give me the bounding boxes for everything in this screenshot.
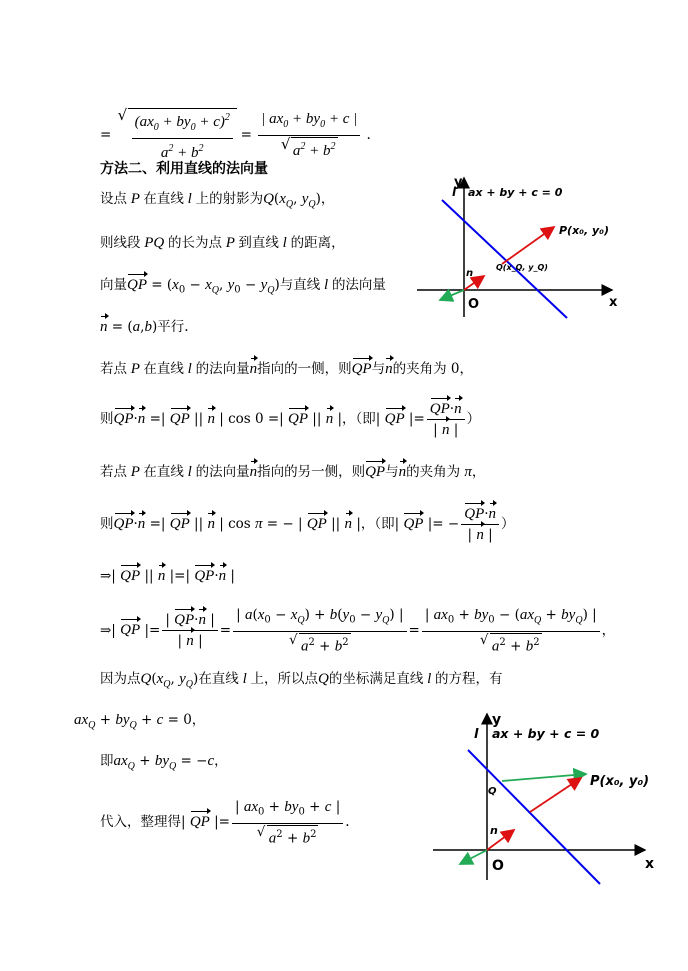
point-q-label: Q [488,786,497,797]
red-vector [530,778,581,812]
formula-final: 代入，整理得| QP |= | $ax_0 + by_0 + c$ | √ $a^2 + b^2$ . [100,798,350,847]
line-l [468,750,600,884]
formula-rearranged: 即$ax_Q + by_Q = -c$， [100,753,228,772]
formula-same-side: 则QP·n =| QP || n | cos 0 =| QP || n |，（即| QP |= $\frac{QP\cdot n}{| n |}$ ） [100,401,481,438]
equals-sign: = [240,126,252,143]
line-equation: ax + by + c = 0 [468,186,563,199]
point-p-label: P(x₀, y₀) [559,224,610,237]
line-label-l: l [452,185,457,199]
normal-label: n [466,268,474,279]
distance-fraction: | $ax_0 + by_0 + c$ | √ $a^2 + b^2$ [258,110,360,160]
line-equation: ax + by + c = 0 [492,726,600,741]
figure-normal-vector-2 [430,708,675,888]
origin-label: O [492,858,504,874]
origin-label: O [468,297,480,312]
x-axis-label: x [645,856,655,872]
paragraph-segment-length: 则线段 PQ 的长为点 P 到直线 l 的距离， [100,235,345,251]
vector-qp [502,227,554,264]
paragraph-other-side: 若点 P 在直线 l 的法向量n指向的另一侧，则QP与n的夹角为 π， [100,464,486,480]
line-l [442,200,567,318]
method-heading: 方法二、利用直线的法向量 [100,161,268,177]
normal-label: n [490,824,498,837]
formula-q-equation: $ax_Q + by_Q + c = 0$， [74,712,206,731]
x-axis-label: x [609,295,618,310]
figure-normal-vector-1 [412,172,632,322]
paragraph-q-on-line: 因为点$Q(x_Q$, $y_Q$)在直线 l 上，所以点Q的坐标满足直线 l 的方程，有 [100,671,503,690]
paragraph-same-side: 若点 P 在直线 l 的法向量n指向的一侧，则QP与n的夹角为 0， [100,361,473,377]
sqrt-expression: √ $\frac{(ax_0 + by_0 + c)^2}{a^2 + b^2}$ [116,127,241,143]
vector-qp [502,774,586,781]
formula-other-side: 则QP·n =| QP || n | cos π = − | QP || n |，（即| QP |= − $\frac{QP\cdot n}{| n |}$ ） [100,506,515,543]
paragraph-normal-vector: n = (a,b)平行. [100,319,189,335]
equals-sign: = [100,126,112,143]
paragraph-vector-qp: 向量QP = ($x_0 - x_Q$, $y_0 - y_Q$)与直线 l 的法向量 [100,277,386,296]
green-vector [460,850,487,864]
y-axis-label: y [492,712,502,728]
formula-implication-1: ⇒| QP || n |=| QP·n | [100,568,235,584]
point-p-label: P(x₀, y₀) [590,774,650,789]
y-axis-label: y [454,175,463,190]
green-vector [440,290,464,300]
line-label-l: l [474,727,479,742]
formula-line-1 [100,108,371,162]
paragraph-projection: 设点 P 在直线 l 上的射影为$Q(x_Q$, $y_Q$)， [100,191,335,210]
point-q-label: Q(x_Q, y_Q) [496,263,548,272]
formula-implication-2: ⇒| QP |= $\frac{| QP\cdot n |}{| n |}$ = | $a(x_0 - x_Q) + b(y_0 - y_Q)$ | √ $a^2 + b^2$ = | $ax_0 + by_0 - (ax_Q + by_Q)$ | √ $a^2 + b^2$ ， [100,606,615,656]
period: . [366,126,371,143]
